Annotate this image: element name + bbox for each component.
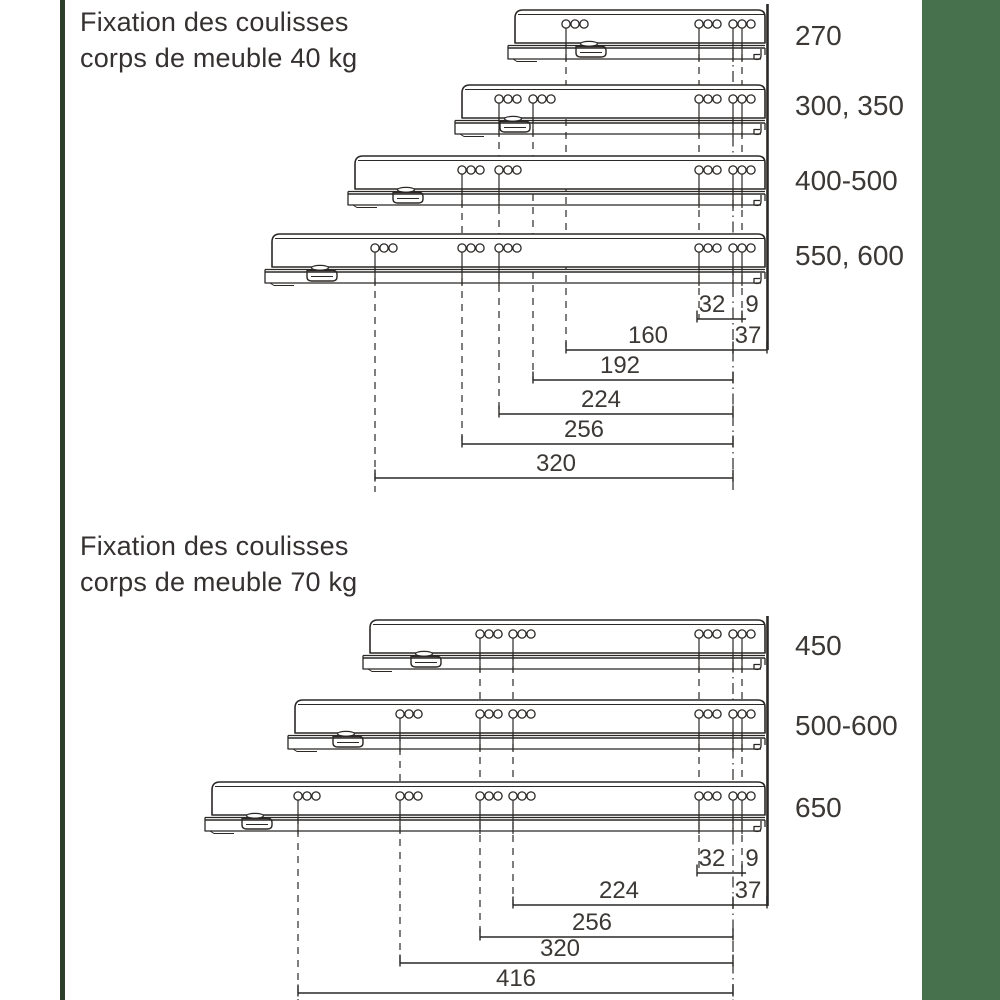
dimension-line — [513, 897, 767, 909]
mounting-hole — [729, 710, 737, 718]
mounting-hole — [518, 792, 526, 800]
dimension-value-label: 256 — [563, 416, 605, 443]
mounting-hole — [495, 166, 503, 174]
mounting-hole — [704, 20, 712, 28]
mounting-hole — [380, 244, 388, 252]
mounting-hole — [303, 792, 311, 800]
mounting-hole — [476, 630, 484, 638]
mounting-hole — [518, 710, 526, 718]
mounting-hole — [695, 630, 703, 638]
mounting-hole — [704, 792, 712, 800]
mounting-hole — [747, 166, 755, 174]
mounting-hole — [518, 630, 526, 638]
rail-length-label: 650 — [795, 792, 842, 823]
mounting-hole — [458, 166, 466, 174]
mounting-hole — [405, 710, 413, 718]
mounting-hole — [371, 244, 379, 252]
mounting-hole — [495, 95, 503, 103]
mounting-hole — [389, 244, 397, 252]
mounting-hole — [527, 792, 535, 800]
mounting-hole — [747, 20, 755, 28]
mounting-hole — [580, 20, 588, 28]
mounting-hole — [485, 710, 493, 718]
mounting-hole — [729, 792, 737, 800]
mounting-hole — [738, 710, 746, 718]
dimension-value-label: 37 — [734, 877, 762, 904]
mounting-hole — [747, 244, 755, 252]
mounting-hole — [405, 792, 413, 800]
mounting-hole — [476, 792, 484, 800]
mounting-hole — [713, 792, 721, 800]
mounting-hole — [527, 710, 535, 718]
mounting-hole — [729, 244, 737, 252]
mounting-hole — [695, 244, 703, 252]
mounting-hole — [509, 630, 517, 638]
mounting-hole — [504, 244, 512, 252]
section-s70 — [205, 616, 768, 1000]
dimension-value-label: 224 — [580, 386, 622, 413]
rail-length-label: 500-600 — [795, 710, 898, 741]
mounting-hole — [538, 95, 546, 103]
mounting-hole — [485, 630, 493, 638]
section-s40 — [265, 4, 768, 492]
mounting-hole — [312, 792, 320, 800]
mounting-hole — [729, 630, 737, 638]
mounting-hole — [485, 792, 493, 800]
mounting-hole — [704, 630, 712, 638]
mounting-hole — [738, 244, 746, 252]
mounting-hole — [458, 244, 466, 252]
mounting-hole — [509, 710, 517, 718]
mounting-hole — [747, 95, 755, 103]
mounting-hole — [547, 95, 555, 103]
dimension-value-label: 192 — [599, 352, 641, 379]
mounting-hole — [476, 244, 484, 252]
mounting-hole — [704, 166, 712, 174]
mounting-hole — [467, 166, 475, 174]
dimension-value-label: 37 — [734, 322, 762, 349]
mounting-hole — [695, 95, 703, 103]
title-line-1: Fixation des coulisses — [80, 531, 349, 561]
dimension-value-label: 9 — [745, 845, 759, 872]
mounting-hole — [747, 630, 755, 638]
mounting-hole — [738, 630, 746, 638]
mounting-hole — [562, 20, 570, 28]
mounting-hole — [527, 630, 535, 638]
mounting-hole — [476, 166, 484, 174]
dimension-value-label: 32 — [698, 845, 726, 872]
dimension-value-label: 320 — [535, 450, 577, 477]
left-page-edge — [60, 0, 65, 1000]
dimension-value-label: 416 — [495, 965, 537, 992]
mounting-hole — [504, 95, 512, 103]
mounting-hole — [695, 792, 703, 800]
mounting-hole — [504, 166, 512, 174]
dimension-value-label: 160 — [627, 322, 669, 349]
mounting-hole — [713, 244, 721, 252]
mounting-hole — [414, 710, 422, 718]
right-page-edge — [922, 0, 1000, 1000]
mounting-hole — [713, 20, 721, 28]
mounting-hole — [729, 20, 737, 28]
section-title-70kg — [80, 528, 357, 600]
mounting-hole — [729, 166, 737, 174]
section-title-40kg — [80, 4, 357, 76]
rail-length-label: 400-500 — [795, 165, 898, 196]
dimension-value-label: 9 — [745, 291, 759, 318]
mounting-hole — [513, 166, 521, 174]
mounting-hole — [729, 95, 737, 103]
mounting-hole — [738, 20, 746, 28]
mounting-hole — [713, 630, 721, 638]
mounting-hole — [494, 792, 502, 800]
dimension-value-label: 32 — [698, 291, 726, 318]
mounting-hole — [713, 166, 721, 174]
title-line-2: corps de meuble 40 kg — [80, 43, 358, 73]
dimension-value-label: 320 — [539, 935, 581, 962]
rail-length-label: 450 — [795, 630, 842, 661]
rail-length-label: 270 — [795, 20, 842, 51]
mounting-hole — [738, 166, 746, 174]
mounting-hole — [494, 710, 502, 718]
mounting-hole — [695, 166, 703, 174]
dimension-value-label: 224 — [598, 877, 640, 904]
mounting-hole — [571, 20, 579, 28]
mounting-hole — [294, 792, 302, 800]
mounting-hole — [476, 710, 484, 718]
rail-length-label: 550, 600 — [795, 240, 904, 271]
mounting-hole — [704, 95, 712, 103]
mounting-hole — [513, 244, 521, 252]
mounting-hole — [529, 95, 537, 103]
mounting-hole — [414, 792, 422, 800]
mounting-hole — [704, 710, 712, 718]
mounting-hole — [467, 244, 475, 252]
rail-length-label: 300, 350 — [795, 90, 904, 121]
mounting-hole — [713, 95, 721, 103]
mounting-hole — [509, 792, 517, 800]
mounting-hole — [747, 710, 755, 718]
mounting-hole — [738, 792, 746, 800]
mounting-hole — [738, 95, 746, 103]
dimension-value-label: 256 — [571, 909, 613, 936]
mounting-hole — [704, 244, 712, 252]
title-line-2: corps de meuble 70 kg — [80, 567, 358, 597]
mounting-hole — [713, 710, 721, 718]
mounting-hole — [695, 710, 703, 718]
mounting-hole — [396, 792, 404, 800]
mounting-hole — [494, 630, 502, 638]
mounting-hole — [513, 95, 521, 103]
title-line-1: Fixation des coulisses — [80, 7, 349, 37]
mounting-hole — [396, 710, 404, 718]
mounting-hole — [695, 20, 703, 28]
mounting-hole — [747, 792, 755, 800]
mounting-hole — [495, 244, 503, 252]
